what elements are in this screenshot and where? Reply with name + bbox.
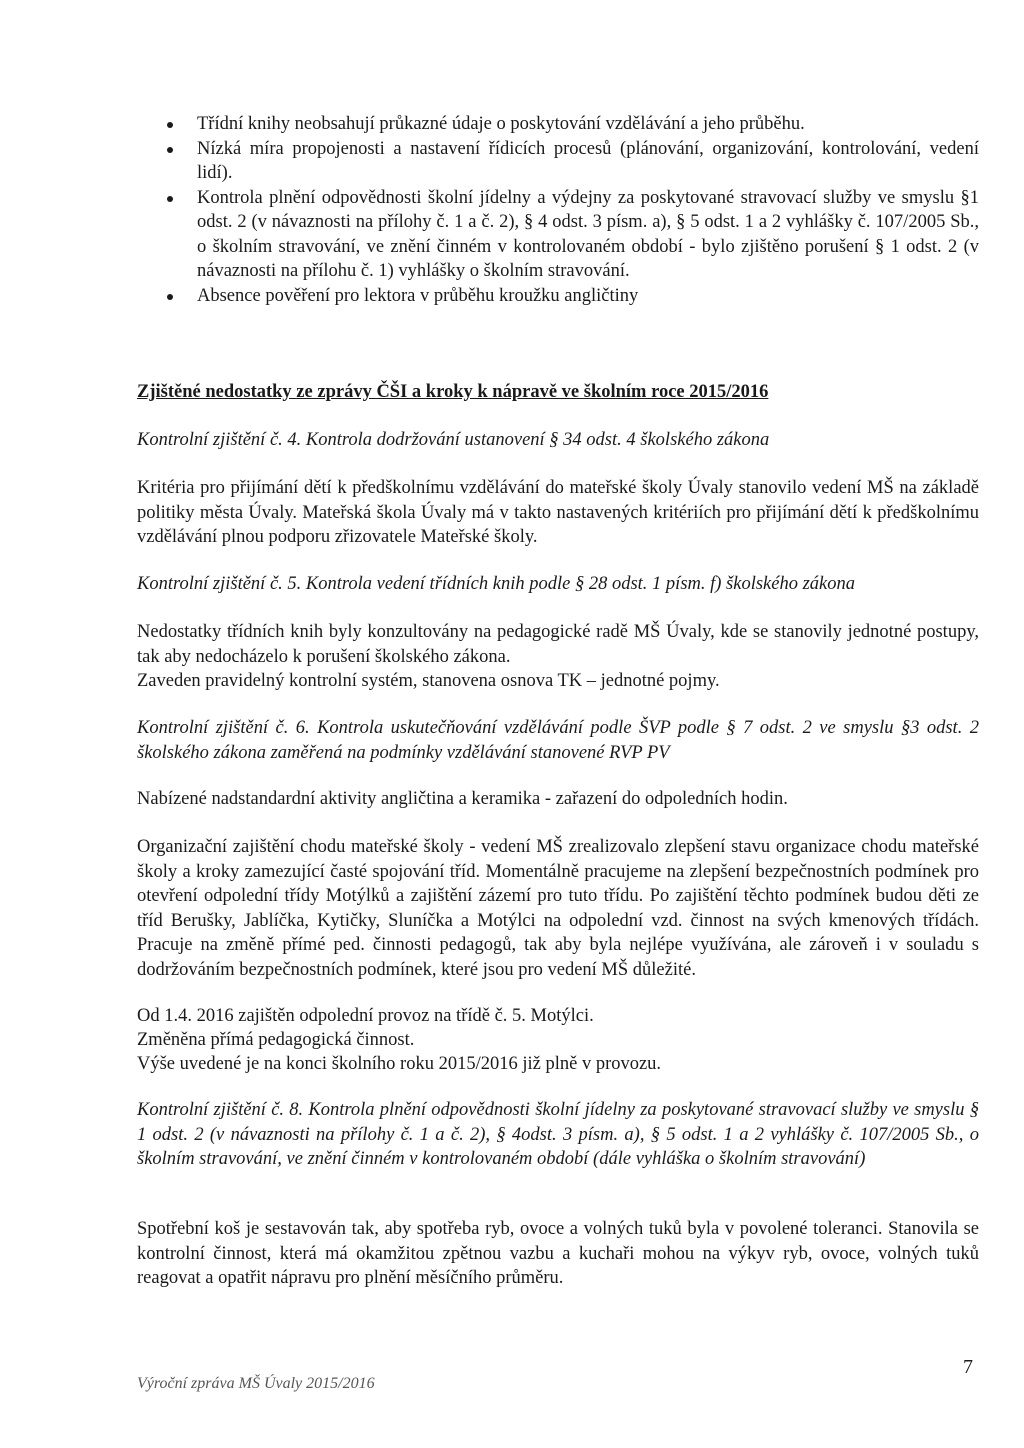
list-item	[137, 186, 979, 284]
finding-6-line-2: Změněna přímá pedagogická činnost.	[137, 1030, 415, 1050]
list-item-text: Absence pověření pro lektora v průběhu kroužku angličtiny	[197, 285, 639, 306]
finding-6-text-1: Nabízené nadstandardní aktivity angličtina a keramika - zařazení do odpoledních hodin.	[137, 789, 788, 809]
list-item-text: Třídní knihy neobsahují průkazné údaje o poskytování vzdělávání a jeho průběhu.	[197, 114, 805, 134]
section-heading: Zjištěné nedostatky ze zprávy ČŠI a kroky k nápravě ve školním roce 2015/2016	[137, 382, 769, 402]
finding-6-line-3: Výše uvedené je na konci školního roku 2015/2016 již plně v provozu.	[137, 1054, 662, 1074]
finding-8-text: Spotřební koš je sestavován tak, aby spotřeba ryb, ovoce a volných tuků byla v povolené toleranci. Stanovila se kontrolní činnost, která má okamžitou zpětnou vazbu a kuchaři mohou na výkyv ryb, ovoce, volných tuků reagovat a opatřit nápravu pro plnění měsíčního průměru.	[137, 1219, 979, 1288]
finding-6-title: Kontrolní zjištění č. 6. Kontrola uskutečňování vzdělávání podle ŠVP podle § 7 odst. 2 ve smyslu §3 odst. 2 školského zákona zaměřená na podmínky vzdělávání stanovené RVP PV	[137, 718, 979, 763]
bullet-icon	[167, 196, 173, 202]
finding-4-text: Kritéria pro přijímání dětí k předškolnímu vzdělávání do mateřské školy Úvaly stanovilo vedení MŠ na základě politiky města Úvaly. Mateřská škola Úvaly má v takto nastavených kritériích pro přijímání dětí k předškolnímu vzdělávání plnou podporu zřizovatele Mateřské školy.	[137, 478, 979, 547]
finding-4-title: Kontrolní zjištění č. 4. Kontrola dodržování ustanovení § 34 odst. 4 školského zákona	[137, 430, 770, 450]
finding-6-text-2: Organizační zajištění chodu mateřské školy - vedení MŠ zrealizovalo zlepšení stavu organizace chodu mateřské školy a kroky zamezující časté spojování tříd. Momentálně pracujeme na zlepšení bezpečnostních podmínek pro otevření odpolední třídy Motýlků a zajištění zázemí pro tuto třídu. Po zajištění těchto podmínek budou děti ze tříd Berušky, Jablíčka, Kytičky, Sluníčka a Motýlci na odpolední vzd. činnost na svých kmenových třídách. Pracuje na změně přímé ped. činnosti pedagogů, tak aby byla nejlépe využívána, ale zároveň i v souladu s dodržováním bezpečnostních podmínek, které jsou pro vedení MŠ důležité.	[137, 837, 979, 980]
list-item-text: Nízká míra propojenosti a nastavení řídicích procesů (plánování, organizování, kontrolování, vedení lidí).	[197, 138, 979, 183]
bullet-icon	[167, 147, 173, 153]
finding-5-title: Kontrolní zjištění č. 5. Kontrola vedení třídních knih podle § 28 odst. 1 písm. f) školského zákona	[137, 574, 856, 594]
bullet-icon	[167, 122, 173, 128]
finding-5-text-2: Zaveden pravidelný kontrolní systém, stanovena osnova TK – jednotné pojmy.	[137, 671, 720, 691]
bullet-icon	[167, 294, 173, 300]
page-number: 7	[963, 1356, 973, 1378]
list-item	[137, 284, 979, 309]
deficiency-list	[137, 112, 979, 308]
list-item	[137, 137, 979, 186]
finding-6-line-1: Od 1.4. 2016 zajištěn odpolední provoz na třídě č. 5. Motýlci.	[137, 1006, 594, 1026]
list-item-text: Kontrola plnění odpovědnosti školní jídelny a výdejny za poskytované stravovací služby ve smyslu §1 odst. 2 (v návaznosti na přílohy č. 1 a č. 2), § 4 odst. 3 písm. a), § 5 odst. 1 a 2 vyhlášky č. 107/2005 Sb., o školním stravování, ve znění činném v kontrolovaném období - bylo zjištěno porušení § 1 odst. 2 (v návaznosti na přílohu č. 1) vyhlášky o školním stravování.	[197, 187, 979, 281]
page-footer: Výroční zpráva MŠ Úvaly 2015/2016	[137, 1375, 375, 1392]
finding-8-title: Kontrolní zjištění č. 8. Kontrola plnění odpovědnosti školní jídelny za poskytované stravovací služby ve smyslu § 1 odst. 2 (v návaznosti na přílohy č. 1 a č. 2), § 4odst. 3 písm. a), § 5 odst. 1 a 2 vyhlášky č. 107/2005 Sb., o školním stravování, ve znění činném v kontrolovaném období (dále vyhláška o školním stravování)	[137, 1100, 979, 1169]
list-item	[137, 112, 979, 137]
finding-5-text: Nedostatky třídních knih byly konzultovány na pedagogické radě MŠ Úvaly, kde se stanovily jednotné postupy, tak aby nedocházelo k porušení školského zákona.	[137, 622, 979, 667]
